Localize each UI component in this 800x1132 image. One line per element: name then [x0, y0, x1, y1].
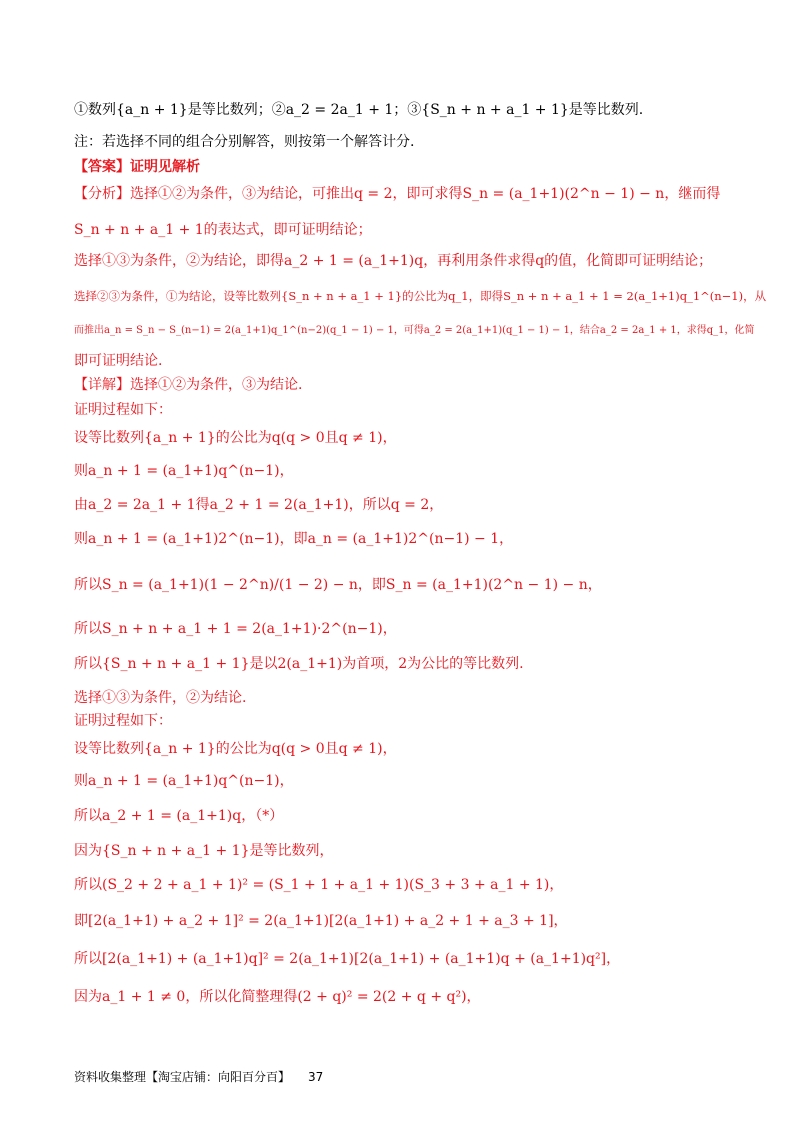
- proof-line: 则a_n + 1 = (a_1+1)2^(n−1)，即a_n = (a_1+1)2^(n−1) − 1，: [74, 531, 514, 547]
- proof-conclusion-1: 所以{S_n + n + a_1 + 1}是以2(a_1+1)为首项，2为公比的等比数列.: [74, 656, 524, 672]
- proof-line: 所以[2(a_1+1) + (a_1+1)q]² = 2(a_1+1)[2(a_1+1) + (a_1+1)q + (a_1+1)q²]，: [74, 951, 621, 967]
- detail-heading-1: 【详解】选择①②为条件，③为结论.: [74, 377, 303, 393]
- proof-line: 由a_2 = 2a_1 + 1得a_2 + 1 = 2(a_1+1)，所以q = 2，: [74, 497, 444, 513]
- analysis-line-2: S_n + n + a_1 + 1的表达式，即可证明结论；: [74, 222, 372, 238]
- page-number: 37: [308, 1070, 324, 1084]
- proof-line: 设等比数列{a_n + 1}的公比为q(q > 0且q ≠ 1)，: [74, 741, 397, 757]
- analysis-line-5: 而推出a_n = S_n − S_(n−1) = 2(a_1+1)q_1^(n−2)(q_1 − 1) − 1，可得a_2 = 2(a_1+1)(q_1 − 1) − 1，结合a_2 = 2a_1 + 1，求得q_1，化简: [74, 325, 755, 336]
- analysis-line-6: 即可证明结论.: [74, 353, 163, 369]
- detail-heading-2: 选择①③为条件，②为结论.: [74, 690, 247, 706]
- proof-line: 因为{S_n + n + a_1 + 1}是等比数列，: [74, 843, 334, 859]
- analysis-line-1: 【分析】选择①②为条件，③为结论，可推出q = 2，即可求得S_n = (a_1+1)(2^n − 1) − n，继而得: [74, 186, 721, 202]
- analysis-line-4: 选择②③为条件，①为结论，设等比数列{S_n + n + a_1 + 1}的公比为q_1，即得S_n + n + a_1 + 1 = 2(a_1+1)q_1^(n−1)，从: [74, 289, 767, 303]
- proof-line: 因为a_1 + 1 ≠ 0，所以化简整理得(2 + q)² = 2(2 + q + q²)，: [74, 989, 481, 1005]
- proof-line: 所以S_n = (a_1+1)(1 − 2^n)/(1 − 2) − n，即S_n = (a_1+1)(2^n − 1) − n，: [74, 577, 602, 593]
- note-line: 注：若选择不同的组合分别解答，则按第一个解答计分.: [74, 134, 415, 150]
- proof-intro-2: 证明过程如下：: [74, 713, 172, 729]
- proof-line: 则a_n + 1 = (a_1+1)q^(n−1)，: [74, 463, 294, 479]
- answer-line: 【答案】证明见解析: [74, 159, 200, 175]
- proof-line: 所以(S_2 + 2 + a_1 + 1)² = (S_1 + 1 + a_1 + 1)(S_3 + 3 + a_1 + 1)，: [74, 877, 564, 893]
- proof-line: 则a_n + 1 = (a_1+1)q^(n−1)，: [74, 773, 294, 789]
- proof-line: 设等比数列{a_n + 1}的公比为q(q > 0且q ≠ 1)，: [74, 430, 397, 446]
- analysis-line-3: 选择①③为条件，②为结论，即得a_2 + 1 = (a_1+1)q，再利用条件求得q的值，化简即可证明结论；: [74, 253, 713, 269]
- proof-line: 即[2(a_1+1) + a_2 + 1]² = 2(a_1+1)[2(a_1+1) + a_2 + 1 + a_3 + 1]，: [74, 913, 568, 929]
- page-footer: [74, 1068, 323, 1085]
- condition-line: ①数列{a_n + 1}是等比数列；②a_2 = 2a_1 + 1；③{S_n + n + a_1 + 1}是等比数列.: [74, 102, 644, 118]
- proof-line: 所以S_n + n + a_1 + 1 = 2(a_1+1)·2^(n−1)，: [74, 621, 397, 637]
- proof-line: 所以a_2 + 1 = (a_1+1)q，（*）: [74, 808, 284, 824]
- proof-intro-1: 证明过程如下：: [74, 402, 172, 418]
- footer-source: 资料收集整理【淘宝店铺：向阳百分百】: [74, 1070, 291, 1084]
